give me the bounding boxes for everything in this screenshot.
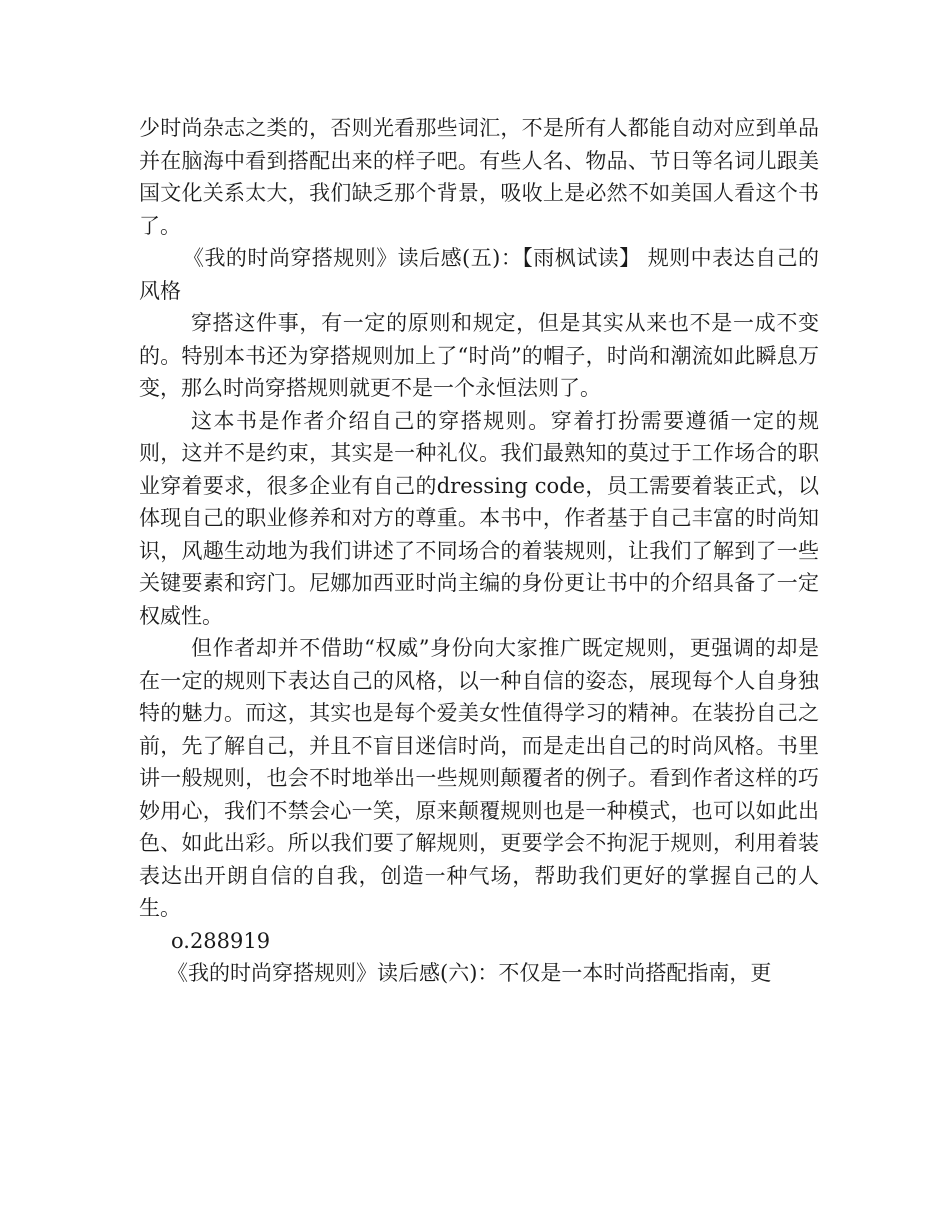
paragraph: 这本书是作者介绍自己的穿搭规则。穿着打扮需要遵循一定的规则，这并不是约束，其实是一种礼仪。我们最熟知的莫过于工作场合的职业穿着要求，很多企业有自己的dressing code，员工需要着装正式，以体现自己的职业修养和对方的尊重。本书中，作者基于自己丰富的时尚知识，风趣生动地为我们讲述了不同场合的着装规则，让我们了解到了一些关键要素和窍门。尼娜加西亚时尚主编的身份更让书中的介绍具备了一定权威性。	[139, 408, 819, 628]
section-heading-six: 《我的时尚穿搭规则》读后感(六)：不仅是一本时尚搭配指南，更	[167, 961, 772, 985]
section-heading-five: 《我的时尚穿搭规则》读后感(五)：【雨枫试读】 规则中表达自己的风格	[139, 246, 819, 303]
paragraph: 但作者却并不借助“权威”身份向大家推广既定规则，更强调的却是在一定的规则下表达自己的风格，以一种自信的姿态，展现每个人自身独特的魅力。而这，其实也是每个爱美女性值得学习的精神。在装扮自己之前，先了解自己，并且不盲目迷信时尚，而是走出自己的时尚风格。书里讲一般规则，也会不时地举出一些规则颠覆者的例子。看到作者这样的巧妙用心，我们不禁会心一笑，原来颠覆规则也是一种模式，也可以如此出色、如此出彩。所以我们要了解规则，更要学会不拘泥于规则，利用着装表达出开朗自信的自我，创造一种气场，帮助我们更好的掌握自己的人生。	[139, 636, 819, 920]
reference-code: o.288919	[171, 928, 271, 953]
paragraph: 穿搭这件事，有一定的原则和规定，但是其实从来也不是一成不变的。特别本书还为穿搭规则加上了“时尚”的帽子，时尚和潮流如此瞬息万变，那么时尚穿搭规则就更不是一个永恒法则了。	[139, 311, 819, 400]
document-body	[139, 112, 819, 990]
paragraph-continued: 少时尚杂志之类的，否则光看那些词汇，不是所有人都能自动对应到单品并在脑海中看到搭配出来的样子吧。有些人名、物品、节日等名词儿跟美国文化关系太大，我们缺乏那个背景，吸收上是必然不如美国人看这个书了。	[139, 116, 819, 238]
